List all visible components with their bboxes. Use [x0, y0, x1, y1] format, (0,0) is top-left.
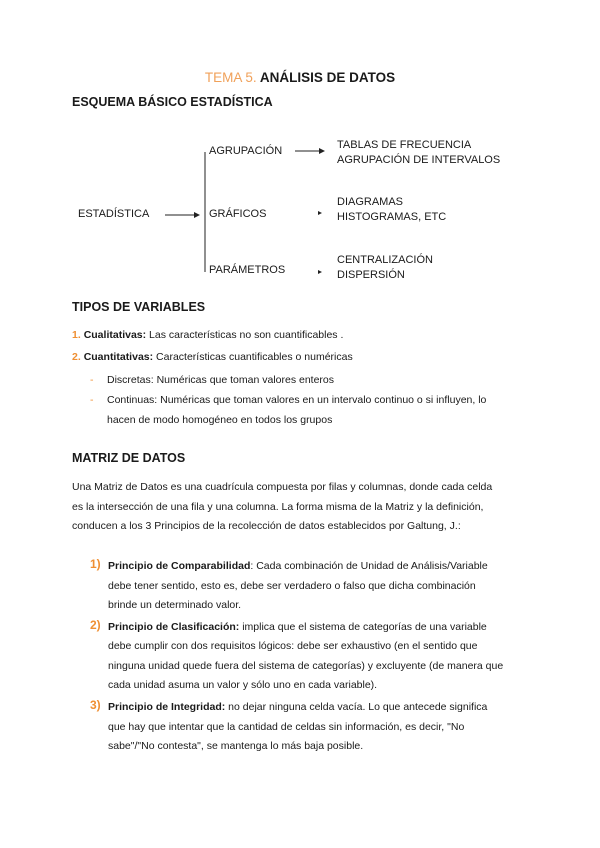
tipos-heading: TIPOS DE VARIABLES [72, 300, 206, 314]
principio-line: que hay que intentar que la cantidad de celdas sin información, es decir, "No [108, 721, 465, 733]
tipo-text: Las características no son cuantificables . [146, 329, 344, 341]
title-prefix: TEMA 5. [204, 70, 257, 85]
parametros-arrow-head [318, 270, 322, 274]
principio-num: 1) [90, 557, 101, 571]
leaf-agrupacion-intervalos: AGRUPACIÓN DE INTERVALOS [337, 154, 501, 166]
principio-line: ninguna unidad quede fuera del sistema de categorías) y excluyente (de manera que [108, 660, 504, 672]
graficos-arrow-head [318, 211, 322, 215]
principio-line: cada unidad asuma un valor y sólo uno en cada variable). [108, 679, 378, 691]
matriz-intro-line3: conducen a los 3 Principios de la recolección de datos establecidos por Galtung, J.: [72, 520, 461, 532]
principio-comparabilidad [108, 556, 488, 576]
principio-line: debe cumplir con dos requisitos lógicos: debe ser exhaustivo (en el sentido que [108, 640, 478, 652]
principio-term: Principio de Clasificación: [108, 621, 240, 633]
sub-dash-1: - [90, 374, 94, 386]
leaf-centralizacion: CENTRALIZACIÓN [337, 254, 433, 266]
principio-num: 3) [90, 698, 101, 712]
tipo-num: 1. [72, 329, 81, 341]
agrupacion-arrow-head [319, 148, 325, 154]
principio-line: brinde un determinado valor. [108, 599, 242, 611]
branch-graficos: GRÁFICOS [209, 208, 267, 220]
tipo-item-2 [72, 347, 353, 367]
subtitle: ESQUEMA BÁSICO ESTADÍSTICA [72, 95, 273, 109]
sub-dash-2: - [90, 394, 94, 406]
matriz-heading: MATRIZ DE DATOS [72, 451, 186, 465]
principio-line: sabe"/"No contesta", se mantenga lo más baja posible. [108, 740, 364, 752]
leaf-tablas: TABLAS DE FRECUENCIA [337, 139, 472, 151]
tipo-term: Cuantitativas: [83, 351, 154, 363]
leaf-diagramas: DIAGRAMAS [337, 196, 404, 208]
principio-rest: no dejar ninguna celda vacía. Lo que antecede significa [225, 701, 488, 713]
tipo-item-1 [72, 325, 343, 345]
leaf-histogramas: HISTOGRAMAS, ETC [337, 211, 447, 223]
root-arrow-head [194, 212, 200, 218]
leaf-dispersion: DISPERSIÓN [337, 269, 405, 281]
principio-integridad [108, 697, 487, 717]
principio-rest: : Cada combinación de Unidad de Análisis/Variable [250, 560, 488, 572]
principio-term: Principio de Comparabilidad [108, 560, 251, 572]
principio-rest: implica que el sistema de categorías de una variable [239, 621, 487, 633]
branch-parametros: PARÁMETROS [209, 264, 286, 276]
title-rest: ANÁLISIS DE DATOS [256, 70, 396, 85]
tipo-num: 2. [72, 351, 81, 363]
matriz-intro-line2: es la intersección de una fila y una columna. La forma misma de la Matriz y la definición, [72, 501, 484, 513]
sub-item-continuas-line2: hacen de modo homogéneo en todos los grupos [107, 414, 333, 426]
principio-num: 2) [90, 618, 101, 632]
principio-line: debe tener sentido, esto es, debe ser verdadero o falso que dicha combinación [108, 580, 476, 592]
branch-agrupacion: AGRUPACIÓN [209, 145, 283, 157]
tipo-text: Características cuantificables o numéricas [153, 351, 353, 363]
diagram-root: ESTADÍSTICA [78, 208, 150, 220]
sub-item-discretas: Discretas: Numéricas que toman valores enteros [107, 374, 335, 386]
tipo-term: Cualitativas: [83, 329, 147, 341]
sub-item-continuas-line1: Continuas: Numéricas que toman valores en un intervalo continuo o si influyen, lo [107, 394, 487, 406]
matriz-intro-line1: Una Matriz de Datos es una cuadrícula compuesta por filas y columnas, donde cada celda [72, 481, 493, 493]
principio-clasificacion [108, 617, 487, 637]
principio-term: Principio de Integridad: [108, 701, 226, 713]
